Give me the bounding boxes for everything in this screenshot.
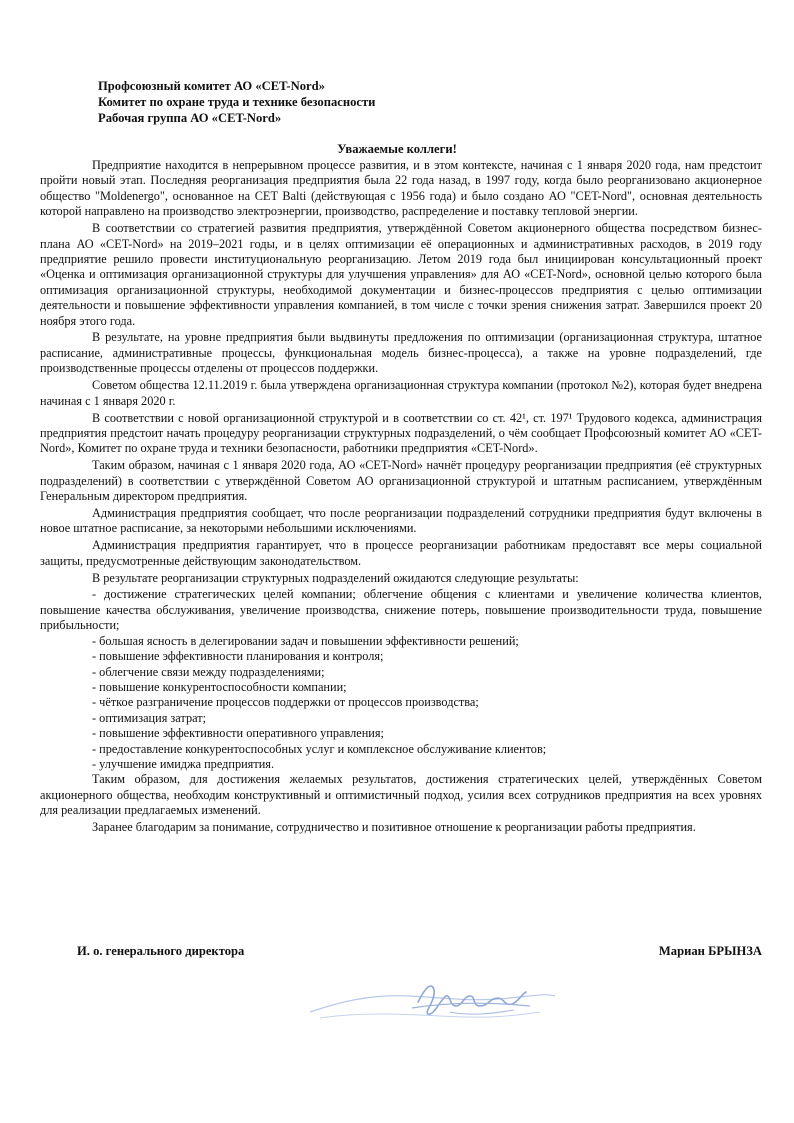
paragraph: Администрация предприятия сообщает, что после реорганизации подразделений сотрудники предприятия будут включены в новое штатное расписание, за некоторыми небольшими исключениями.	[40, 505, 762, 536]
list-item: - достижение стратегических целей компании; облегчение общения с клиентами и увеличение количества клиентов, повышение качества обслуживания, увеличение производства, снижение потерь, повышение производительности труда, повышение прибыльности;	[40, 587, 762, 633]
paragraph: В соответствии со стратегией развития предприятия, утверждённой Советом акционерного общества посредством бизнес-плана АО «CET-Nord» на 2019–2021 годы, и в целях оптимизации её операционных и административных расходов, в 2019 году предприятие решило провести институциональную реорганизацию. Летом 2019 года был инициирован консультационный проект «Оценка и оптимизация организационной структуры для улучшения управления» для АО «CET-Nord», основной целью которого была оптимизация организационной структуры, необходимой документации и бизнес-процессов предприятия с целью оптимизации деятельности и повышение эффективности управления компанией, в том числе с точки зрения снижения затрат. Завершился проект 20 ноября этого года.	[40, 221, 762, 328]
paragraph: В результате реорганизации структурных подразделений ожидаются следующие результаты:	[92, 570, 579, 585]
paragraph: В результате, на уровне предприятия были выдвинуты предложения по оптимизации (организационная структура, штатное расписание, административные процессы, функциональная модель бизнес-процесса), а также на уровне подразделений, где производственные процессы отделены от процессов поддержки.	[40, 330, 762, 376]
paragraph: Администрация предприятия гарантирует, что в процессе реорганизации работникам предоставят все меры социальной защиты, предусмотренные действующим законодательством.	[40, 538, 762, 568]
closing-paragraph: Таким образом, для достижения желаемых результатов, достижения стратегических целей, утверждённых Советом акционерного общества, необходим конструктивный и оптимистичный подход, усилия всех сотрудников предприятия на всех уровнях для реализации предлагаемых изменений.	[40, 772, 762, 818]
greeting: Уважаемые коллеги!	[337, 142, 457, 156]
list-item: - повышение эффективности оперативного управления;	[92, 726, 384, 741]
closing-paragraph: Заранее благодарим за понимание, сотрудничество и позитивное отношение к реорганизации работы предприятия.	[92, 820, 696, 835]
signature-line	[77, 944, 762, 959]
header-block	[98, 78, 375, 127]
list-item: - повышение конкурентоспособности компании;	[92, 679, 347, 694]
signature-stroke	[450, 1010, 514, 1014]
list-item: - улучшение имиджа предприятия.	[92, 756, 275, 771]
letter-body	[40, 158, 762, 837]
signer-name: Мариан БРЫНЗА	[658, 944, 762, 958]
list-item: - чёткое разграничение процессов поддержки от процессов производства;	[92, 695, 479, 710]
signature-stroke	[320, 1012, 540, 1018]
signer-position: И. о. генерального директора	[77, 944, 245, 958]
header-line-union: Профсоюзный комитет АО «CET-Nord»	[98, 79, 325, 93]
paragraph: Предприятие находится в непрерывном процессе развития, и в этом контексте, начиная с 1 января 2020 года, нам предстоит пройти новый этап. Последняя реорганизация предприятия была 22 года назад, в 1997 году, когда было реорганизовано акционерное общество "Moldenergo", основанное на CET Balti (действующая с 1956 года) и было создано АО "CET-Nord", основная деятельность которой направлено на производство электроэнергии, производство, распределение и поставку тепловой энергии.	[40, 158, 762, 219]
list-item: - большая ясность в делегировании задач и повышении эффективности решений;	[92, 633, 519, 648]
header-line-committee: Комитет по охране труда и технике безопасности	[98, 95, 376, 110]
header-line-workgroup: Рабочая группа АО «CET-Nord»	[98, 111, 282, 126]
list-item: - облегчение связи между подразделениями;	[92, 664, 325, 679]
paragraph: В соответствии с новой организационной структурой и в соответствии со ст. 42¹, ст. 197¹ Трудового кодекса, администрация предприятия предстоит начать процедуру реорганизации структурных подразделений, о чём сообщает Профсоюзный комитет АО «CET- Nord», Комитет по охране труда и техники безопасности, работники предприятия «CET-Nord».	[40, 410, 762, 456]
list-item: - предоставление конкурентоспособных услуг и комплексное обслуживание клиентов;	[92, 741, 547, 756]
handwritten-signature	[300, 972, 560, 1042]
paragraph: Таким образом, начиная с 1 января 2020 года, АО «CET-Nord» начнёт процедуру реорганизации предприятия (её структурных подразделений) в соответствии с утверждённой Советом АО организационной структурой и штатным расписанием, утверждённым Генеральным директором предприятия.	[40, 458, 762, 504]
list-item: - оптимизация затрат;	[92, 710, 207, 725]
paragraph: Советом общества 12.11.2019 г. была утверждена организационная структура компании (протокол №2), которая будет внедрена начиная с 1 января 2020 г.	[40, 378, 762, 408]
list-item: - повышение эффективности планирования и контроля;	[92, 649, 384, 664]
